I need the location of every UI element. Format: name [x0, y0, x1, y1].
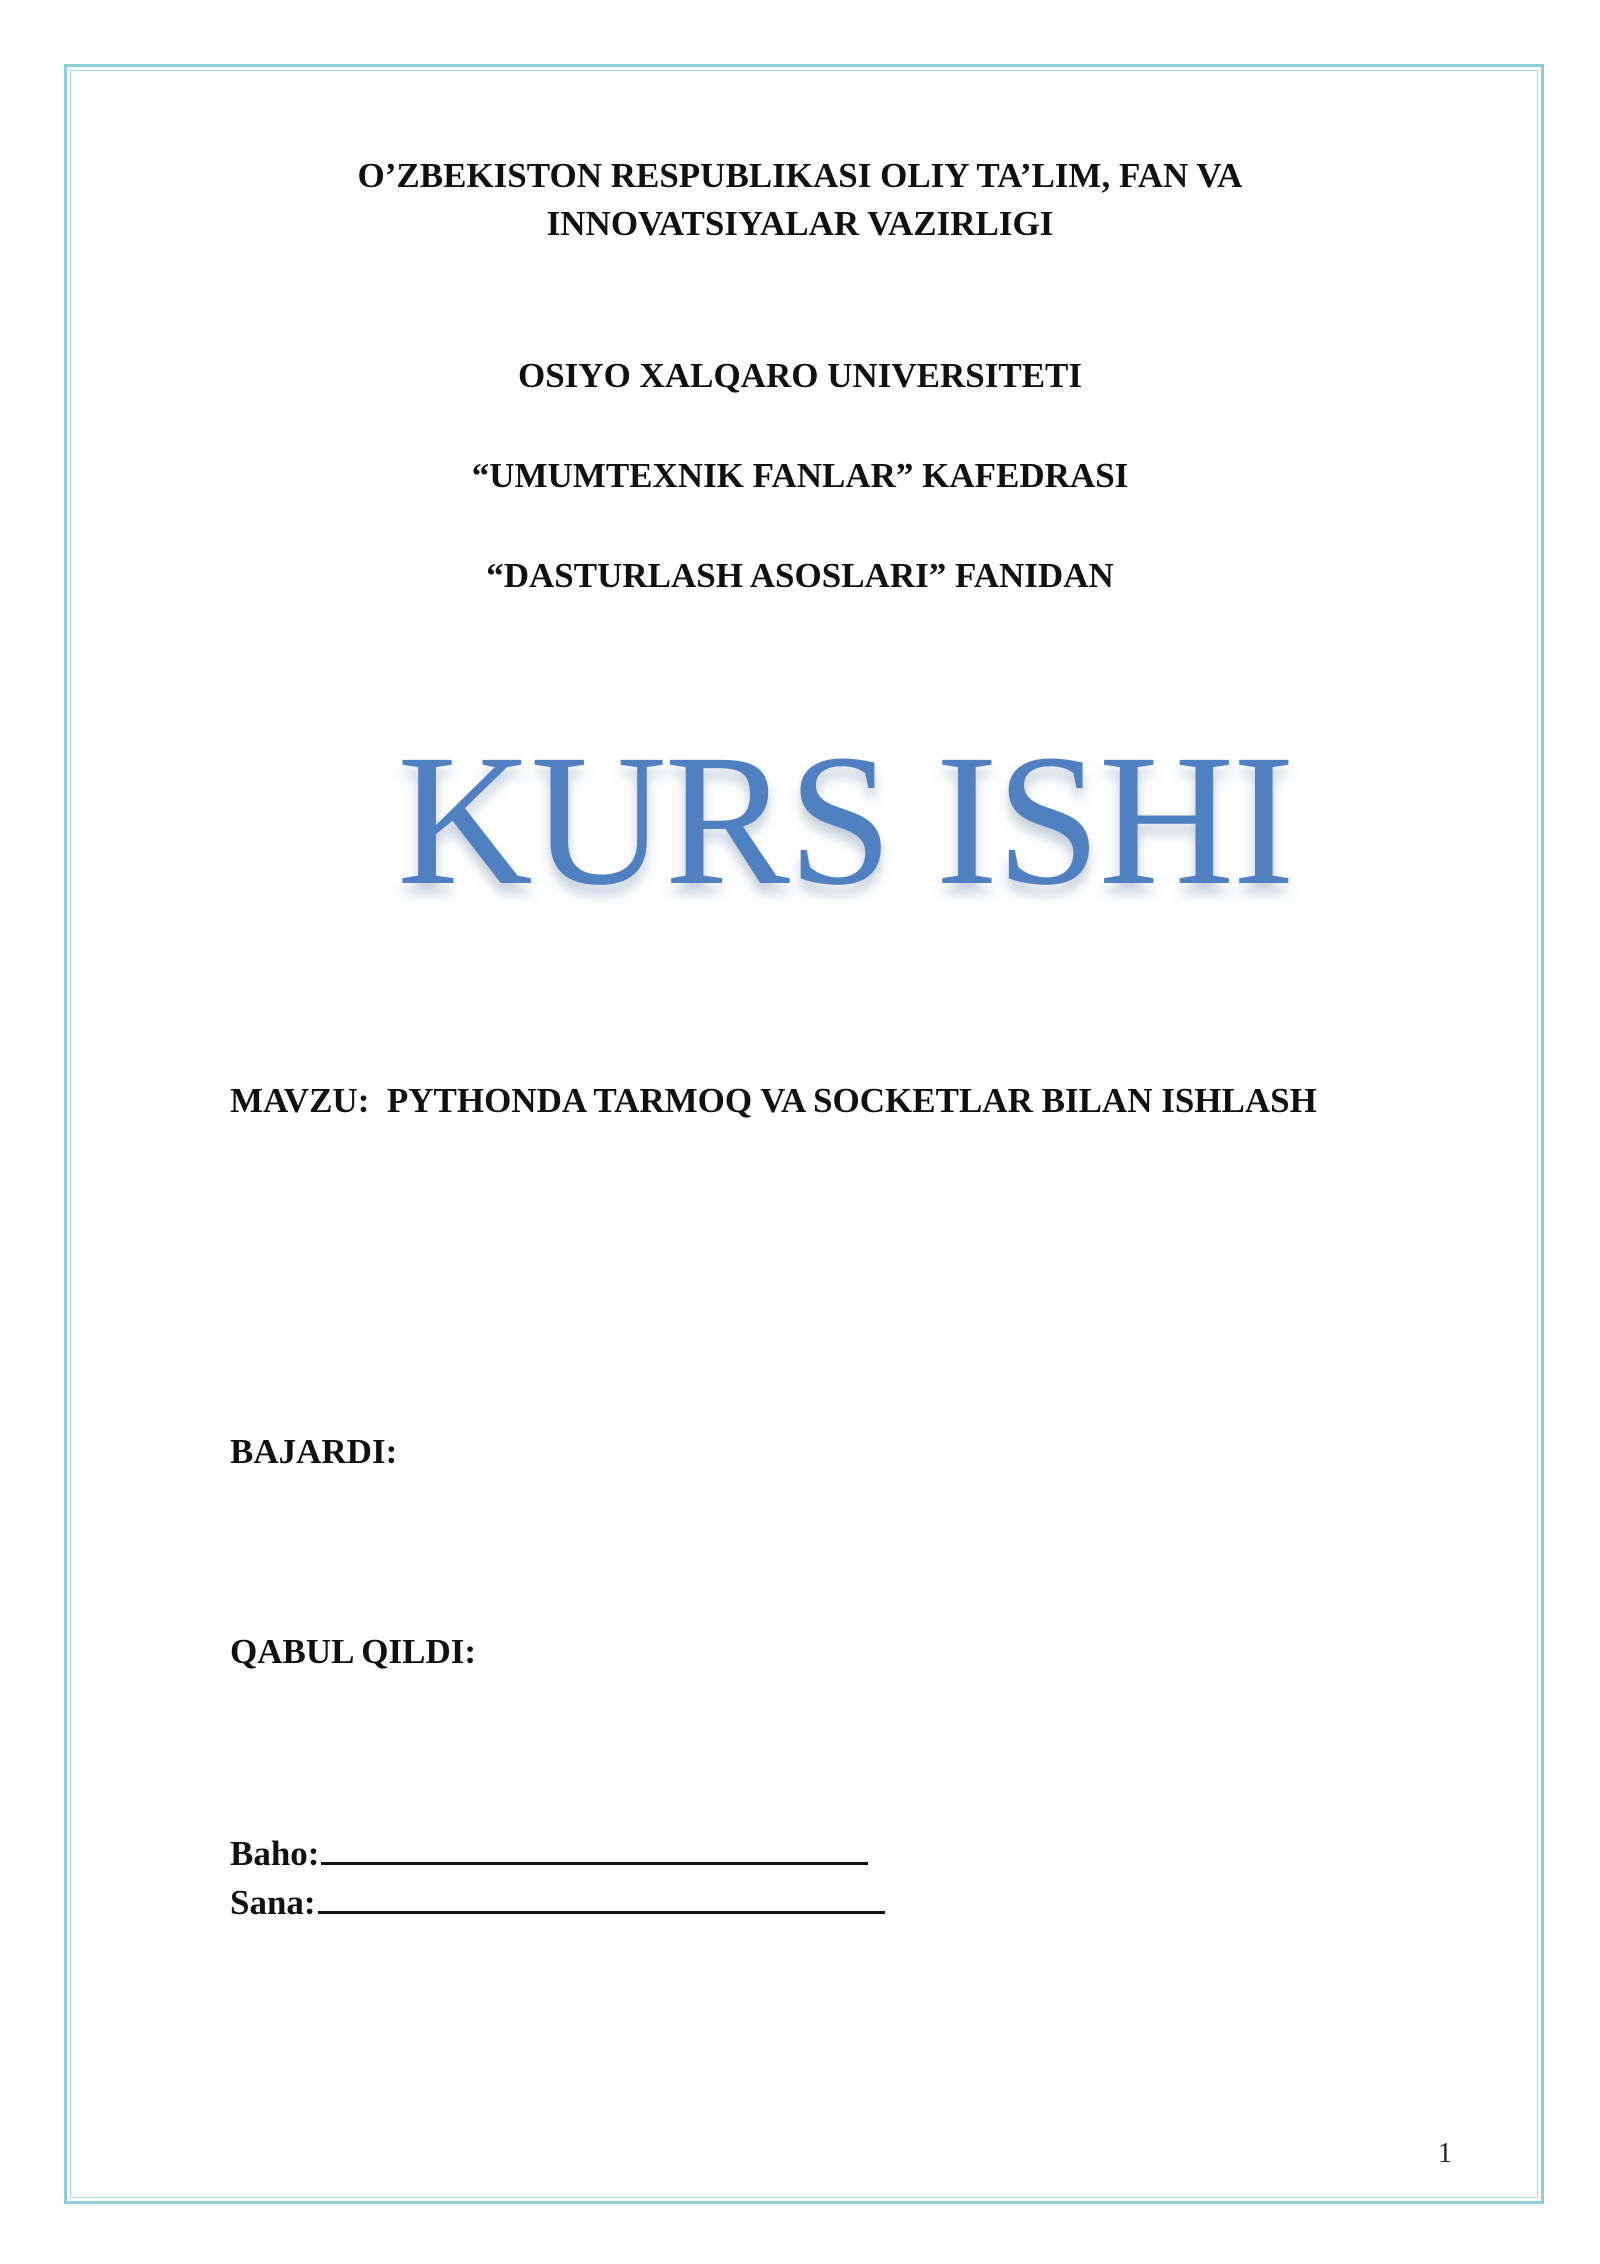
document-title: KURS ISHI — [396, 715, 1294, 924]
topic-line — [230, 1077, 1317, 1125]
ministry-heading — [0, 152, 1600, 248]
accepted-by-label: QABUL QILDI: — [230, 1632, 477, 1671]
page-number: 1 — [1438, 2138, 1452, 2169]
grade-label: Baho: — [230, 1834, 320, 1873]
date-label: Sana: — [230, 1883, 316, 1922]
grade-signature-line — [321, 1828, 868, 1865]
subject-name: “DASTURLASH ASOSLARI” FANIDAN — [486, 556, 1114, 595]
ministry-line-2: INNOVATSIYALAR VAZIRLIGI — [546, 204, 1054, 243]
date-signature-line — [318, 1877, 885, 1914]
ministry-line-1: O’ZBEKISTON RESPUBLIKASI OLIY TA’LIM, FAN VA — [357, 156, 1243, 195]
university-name: OSIYO XALQARO UNIVERSITETI — [517, 356, 1083, 395]
performed-by-label: BAJARDI: — [230, 1432, 398, 1471]
topic-value: PYTHONDA TARMOQ VA SOCKETLAR BILAN ISHLASH — [386, 1081, 1317, 1120]
department-name: “UMUMTEXNIK FANLAR” KAFEDRASI — [471, 456, 1129, 495]
topic-label: MAVZU: — [230, 1081, 370, 1120]
date-field — [230, 1877, 885, 1927]
grade-field — [230, 1828, 868, 1878]
